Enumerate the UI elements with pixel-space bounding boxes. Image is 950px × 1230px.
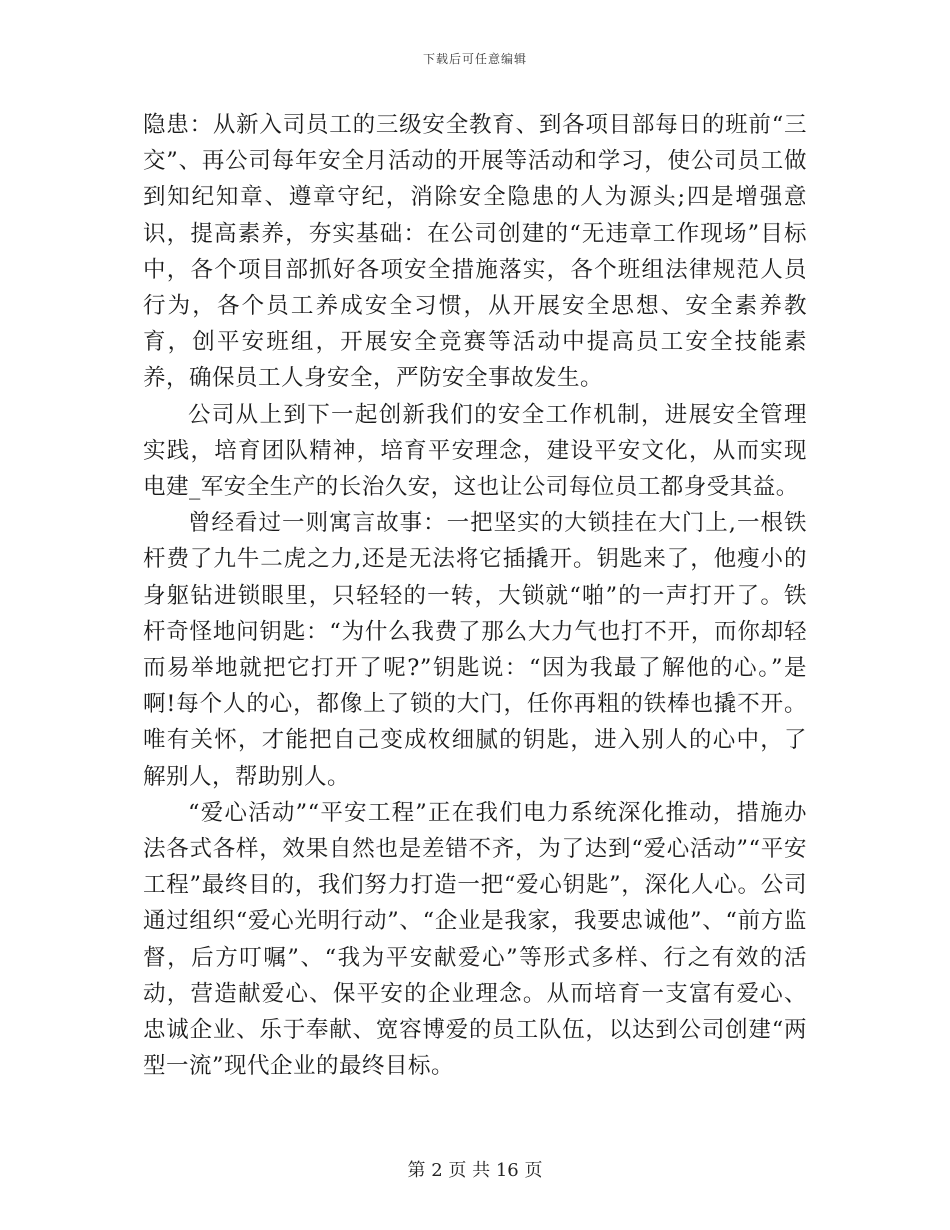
paragraph-2: 公司从上到下一起创新我们的安全工作机制，进展安全管理实践，培育团队精神，培育平安理念，建设平安文化，从而实现电建_军安全生产的长治久安，这也让公司每位员工都身受其益。: [143, 401, 807, 501]
paragraph-4: “爱心活动”“平安工程”正在我们电力系统深化推动，措施办法各式各样，效果自然也是差错不齐，为了达到“爱心活动”“平安工程”最终目的，我们努力打造一把“爱心钥匙”，深化人心。公司通过组织“爱心光明行动”、“企业是我家，我要忠诚他”、“前方监督，后方叮嘱”、“我为平安献爱心”等形式多样、行之有效的活动，营造献爱心、保平安的企业理念。从而培育一支富有爱心、忠诚企业、乐于奉献、宽容博爱的员工队伍，以达到公司创建“两型一流”现代企业的最终目标。: [143, 799, 807, 1080]
page-header: 下载后可任意编辑: [422, 52, 527, 66]
paragraph-3: 曾经看过一则寓言故事：一把坚实的大锁挂在大门上,一根铁杆费了九牛二虎之力,还是无法将它插撬开。钥匙来了，他瘦小的身躯钻进锁眼里，只轻轻的一转，大锁就“啪”的一声打开了。铁杆奇怪地问钥匙：“为什么我费了那么大力气也打不开，而你却轻而易举地就把它打开了呢?”钥匙说：“因为我最了解他的心。”是啊!每个人的心，都像上了锁的大门，任你再粗的铁棒也撬不开。唯有关怀，才能把自己变成枚细腻的钥匙，进入别人的心中，了解别人，帮助别人。: [143, 510, 807, 790]
paragraph-1: 隐患：从新入司员工的三级安全教育、到各项目部每日的班前“三交”、再公司每年安全月活动的开展等活动和学习，使公司员工做到知纪知章、遵章守纪，消除安全隐患的人为源头;四是增强意识，提高素养，夯实基础：在公司创建的“无违章工作现场”目标中，各个项目部抓好各项安全措施落实，各个班组法律规范人员行为，各个员工养成安全习惯，从开展安全思想、安全素养教育，创平安班组，开展安全竞赛等活动中提高员工安全技能素养，确保员工人身安全，严防安全事故发生。: [143, 112, 807, 392]
page-footer: 第 2 页 共 16 页: [407, 1160, 543, 1181]
document-body: [143, 107, 807, 1084]
